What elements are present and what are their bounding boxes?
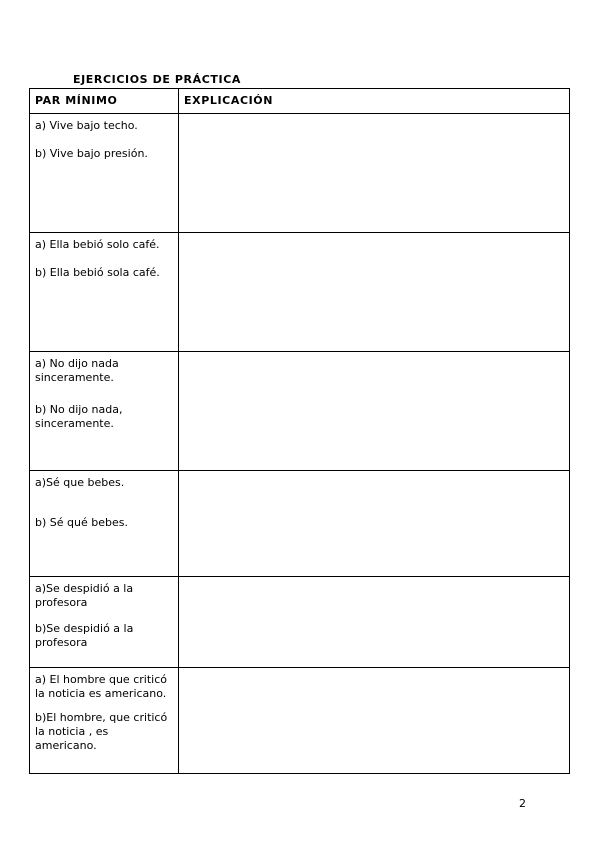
- example-b: b)El hombre, que criticó la noticia , es americano.: [35, 711, 168, 752]
- example-b: b) Ella bebió sola café.: [35, 266, 160, 279]
- table-row: [30, 577, 570, 668]
- example-b: b) No dijo nada, sinceramente.: [35, 403, 123, 430]
- explanation-cell[interactable]: [179, 352, 570, 471]
- explanation-cell[interactable]: [179, 577, 570, 668]
- explanation-cell[interactable]: [179, 233, 570, 352]
- example-a: a) No dijo nada sinceramente.: [35, 357, 119, 384]
- example-b: b) Vive bajo presión.: [35, 147, 148, 160]
- example-a: a)Se despidió a la profesora: [35, 582, 134, 609]
- explanation-cell[interactable]: [179, 471, 570, 577]
- table-header-row: [30, 89, 570, 114]
- table-row: [30, 471, 570, 577]
- example-b: b)Se despidió a la profesora: [35, 622, 134, 649]
- minimal-pair-cell: [30, 352, 179, 471]
- explanation-cell[interactable]: [179, 668, 570, 774]
- practice-table: [29, 88, 570, 774]
- minimal-pair-cell: [30, 233, 179, 352]
- minimal-pair-cell: [30, 577, 179, 668]
- header-par-minimo: PAR MÍNIMO: [30, 89, 179, 114]
- table-row: [30, 352, 570, 471]
- page-title: EJERCICIOS DE PRÁCTICA: [73, 73, 242, 86]
- header-explicacion: EXPLICACIÓN: [179, 89, 570, 114]
- table-row: [30, 233, 570, 352]
- table-row: [30, 668, 570, 774]
- example-a: a) Ella bebió solo café.: [35, 238, 160, 251]
- explanation-cell[interactable]: [179, 114, 570, 233]
- example-a: a)Sé que bebes.: [35, 476, 125, 489]
- example-b: b) Sé qué bebes.: [35, 516, 128, 529]
- minimal-pair-cell: [30, 668, 179, 774]
- example-a: a) El hombre que criticó la noticia es americano.: [35, 673, 167, 700]
- minimal-pair-cell: [30, 471, 179, 577]
- minimal-pair-cell: [30, 114, 179, 233]
- example-a: a) Vive bajo techo.: [35, 119, 138, 132]
- table-row: [30, 114, 570, 233]
- page-number: 2: [519, 797, 526, 810]
